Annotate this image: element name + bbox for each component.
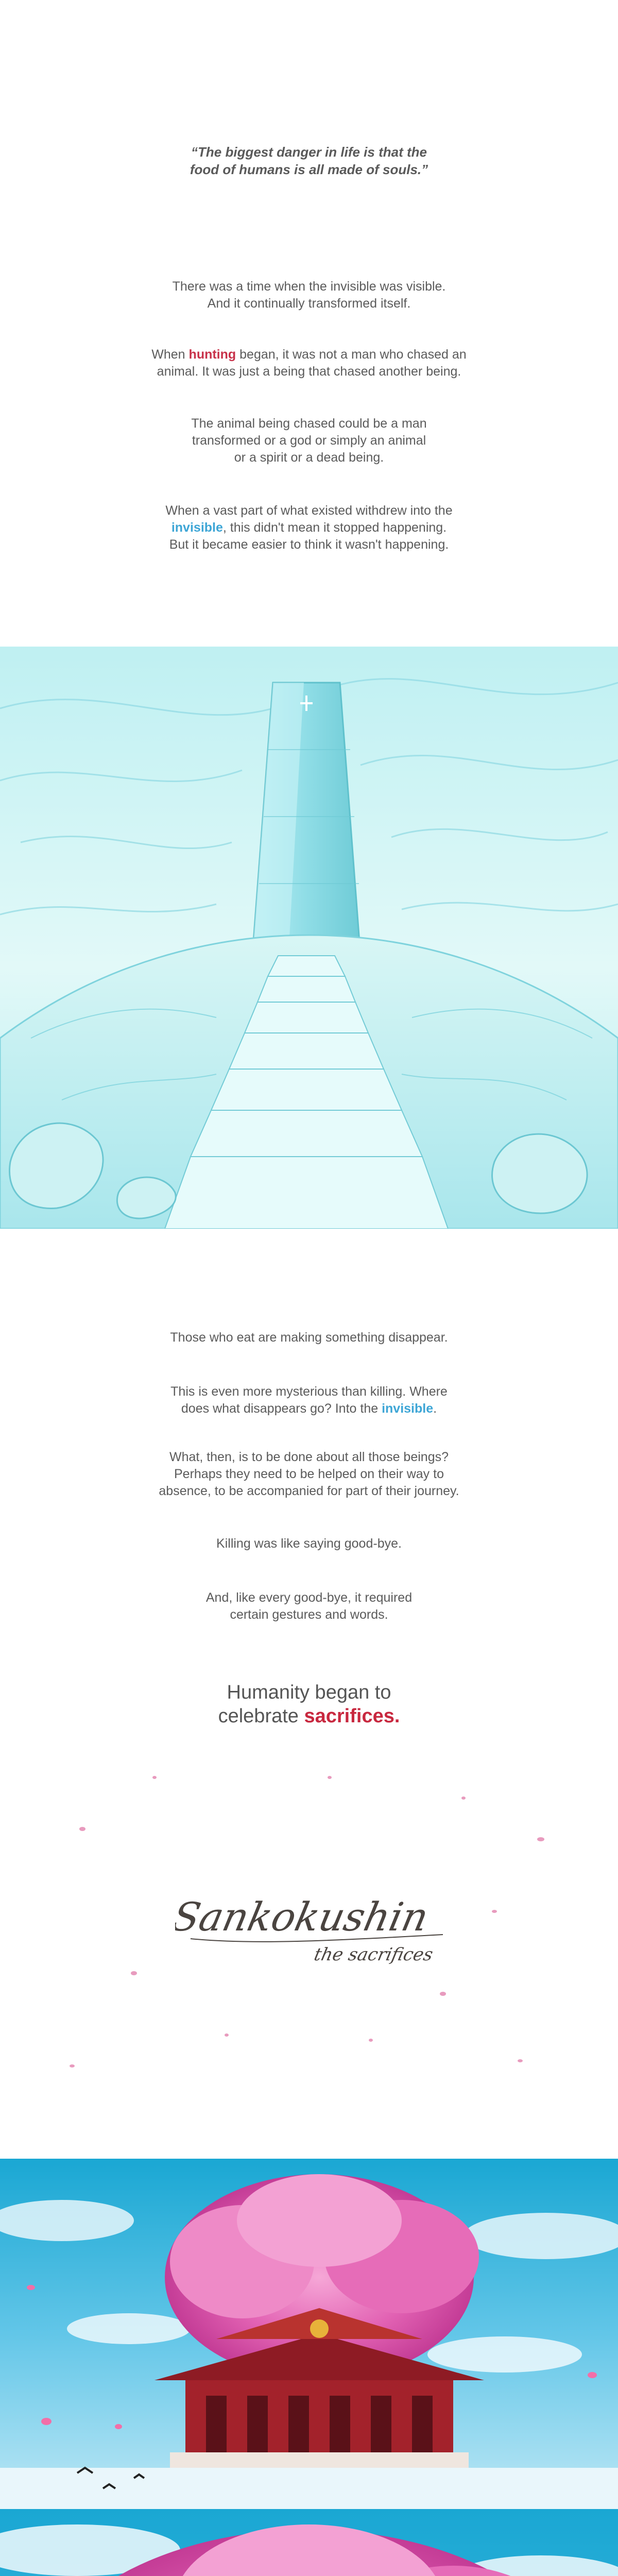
text-line: The animal being chased could be a man [191, 416, 427, 431]
text-line: Humanity began to [227, 1682, 391, 1703]
paragraph [0, 1383, 618, 1417]
paragraph [0, 346, 618, 380]
text-line [0, 1704, 618, 1728]
text-line [0, 519, 618, 536]
text-line: Killing was like saying good-bye. [216, 1536, 402, 1551]
closing-statement [0, 1681, 618, 1728]
quote-line: “The biggest danger in life is that the [191, 144, 427, 160]
logo-title: Sankokushin [175, 1894, 433, 1940]
paragraph [0, 278, 618, 312]
ice-tower-artwork [0, 647, 618, 1229]
quote-line: food of humans is all made of souls.” [190, 162, 428, 177]
sakura-temple-illustration [0, 2159, 618, 2576]
highlight-hunting: hunting [188, 347, 236, 362]
paragraph [0, 415, 618, 466]
sankokushin-logo [175, 1883, 464, 1971]
text-line: absence, to be accompanied for part of their journey. [159, 1484, 459, 1498]
highlight-sacrifices: sacrifices. [304, 1705, 400, 1727]
text-line: What, then, is to be done about all those beings? [169, 1450, 449, 1464]
text-line: When a vast part of what existed withdrew into the [165, 503, 453, 518]
text-line: Those who eat are making something disappear. [170, 1330, 448, 1345]
text-line: This is even more mysterious than killing. Where [170, 1384, 448, 1399]
paragraph [0, 1449, 618, 1500]
sakura-temple-artwork [0, 2159, 618, 2576]
paragraph [0, 1535, 618, 1552]
text-line [0, 346, 618, 363]
text-fragment: celebrate [218, 1705, 304, 1727]
opening-quote [0, 143, 618, 178]
text-line [0, 1400, 618, 1417]
text-line: certain gestures and words. [230, 1607, 388, 1622]
text-line: Perhaps they need to be helped on their way to [174, 1467, 444, 1481]
text-line: animal. It was just a being that chased another being. [157, 364, 461, 379]
text-fragment: When [151, 347, 189, 362]
text-line: transformed or a god or simply an animal [192, 433, 426, 448]
ice-tower-illustration [0, 647, 618, 1229]
logo-subtitle: the sacrifices [312, 1944, 435, 1965]
paragraph [0, 502, 618, 553]
text-line: And it continually transformed itself. [207, 296, 411, 311]
text-fragment: . [433, 1401, 437, 1416]
logo-artwork [175, 1883, 464, 1971]
paragraph [0, 1589, 618, 1623]
highlight-invisible: invisible [171, 520, 223, 535]
text-fragment: began, it was not a man who chased an [236, 347, 467, 362]
text-fragment: does what disappears go? Into the [181, 1401, 382, 1416]
text-line: And, like every good-bye, it required [205, 1590, 413, 1605]
highlight-invisible: invisible [382, 1401, 434, 1416]
text-line: or a spirit or a dead being. [234, 450, 384, 465]
text-line: There was a time when the invisible was visible. [172, 279, 446, 294]
paragraph [0, 1329, 618, 1346]
text-line: But it became easier to think it wasn't happening. [169, 537, 449, 552]
text-fragment: , this didn't mean it stopped happening. [222, 520, 447, 535]
